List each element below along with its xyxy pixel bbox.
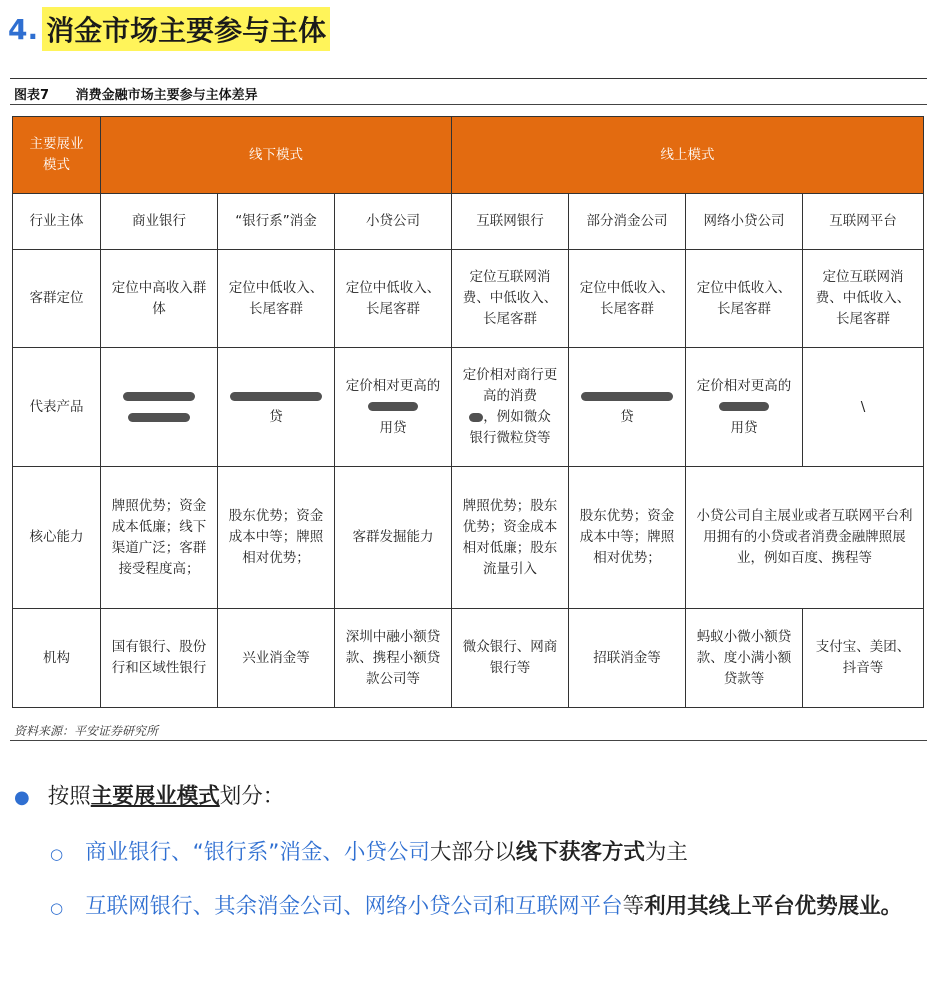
row-label: 代表产品 <box>13 348 101 467</box>
table-cell: 微众银行、网商银行等 <box>452 609 569 708</box>
cell-text: 贷 <box>620 409 634 425</box>
redaction-mark <box>230 392 322 401</box>
table-cell <box>335 348 452 467</box>
table-cell <box>452 348 569 467</box>
table-cell: “银行系”消金 <box>218 194 335 250</box>
table-cell: 牌照优势；资金成本低廉；线下渠道广泛；客群接受程度高； <box>101 467 218 609</box>
bullet-emphasis: 线下获客方式 <box>515 840 645 865</box>
section-heading <box>8 6 330 52</box>
figure-caption <box>14 84 258 103</box>
table-cell <box>686 348 803 467</box>
cell-text: 定价相对商行更高的消费 <box>462 367 558 404</box>
row-label: 机构 <box>13 609 101 708</box>
table-cell: 股东优势；资金成本中等；牌照相对优势； <box>569 467 686 609</box>
header-offline: 线下模式 <box>101 117 452 194</box>
bullet-sub-1 <box>50 836 688 871</box>
bullet-ring-icon: ○ <box>50 899 64 917</box>
table-cell: 定位中高收入群体 <box>101 250 218 348</box>
table-cell: 牌照优势；股东优势；资金成本相对低廉；股东流量引入 <box>452 467 569 609</box>
bullet-text: 大部分以 <box>429 840 516 865</box>
cell-text: 用贷 <box>730 419 758 436</box>
table-cell: 小贷公司 <box>335 194 452 250</box>
figure-title: 消费金融市场主要参与主体差异 <box>75 88 258 103</box>
table-cell: 定位中低收入、长尾客群 <box>335 250 452 348</box>
figure-source: 资料来源：平安证券研究所 <box>14 724 159 738</box>
table-cell: 国有银行、股份行和区域性银行 <box>101 609 218 708</box>
table-cell <box>569 348 686 467</box>
table-row <box>13 609 924 708</box>
table-cell: 招联消金等 <box>569 609 686 708</box>
table-cell: 定位中低收入、长尾客群 <box>218 250 335 348</box>
table-cell: 兴业消金等 <box>218 609 335 708</box>
redaction-mark <box>128 413 190 422</box>
table-row <box>13 194 924 250</box>
bullet-emphasis: 利用其线上平台优势展业。 <box>644 894 903 919</box>
cell-text: ，例如微众 <box>483 409 551 425</box>
header-online: 线上模式 <box>452 117 924 194</box>
figure-label: 图表7 <box>14 88 50 103</box>
bullet-ring-icon: ○ <box>50 845 64 863</box>
row-label: 客群定位 <box>13 250 101 348</box>
row-label: 行业主体 <box>13 194 101 250</box>
table-cell: 部分消金公司 <box>569 194 686 250</box>
table-cell: 蚂蚁小微小额贷款、度小满小额贷款等 <box>686 609 803 708</box>
redaction-mark <box>123 392 195 401</box>
cell-text: 银行微粒贷等 <box>469 430 551 446</box>
section-number: 4. <box>8 12 39 46</box>
bullet-text: 为主 <box>644 840 688 865</box>
cell-text: 用贷 <box>379 419 407 436</box>
bullet-main <box>14 780 284 815</box>
table-cell: 定位互联网消费、中低收入、长尾客群 <box>803 250 924 348</box>
redaction-mark <box>581 392 673 401</box>
table-cell: 网络小贷公司 <box>686 194 803 250</box>
table-row <box>13 250 924 348</box>
bullet-sub-2 <box>50 890 922 925</box>
table-cell <box>218 348 335 467</box>
bullet-dot-icon: ● <box>14 787 30 808</box>
table-cell: 小贷公司自主展业或者互联网平台利用拥有的小贷或者消费金融牌照展业，例如百度、携程等 <box>686 467 924 609</box>
table-cell: 股东优势；资金成本中等；牌照相对优势； <box>218 467 335 609</box>
table-header-row <box>13 117 924 194</box>
table-cell: 客群发掘能力 <box>335 467 452 609</box>
bullet-text: 按照 <box>47 784 91 809</box>
figure-bottom-rule <box>10 740 927 741</box>
table-cell: 定位中低收入、长尾客群 <box>569 250 686 348</box>
table-cell: 支付宝、美团、抖音等 <box>803 609 924 708</box>
table-cell-redacted <box>101 348 218 467</box>
bullet-text: 划分： <box>219 784 285 809</box>
cell-text: 定价相对更高的 <box>345 377 441 394</box>
header-corner: 主要展业模式 <box>13 117 101 194</box>
table-cell: 定位中低收入、长尾客群 <box>686 250 803 348</box>
bullet-highlight: 互联网银行、其余消金公司、网络小贷公司和互联网平台 <box>85 894 623 919</box>
redaction-mark <box>469 413 483 422</box>
table-row <box>13 348 924 467</box>
table-cell: \ <box>803 348 924 467</box>
redaction-mark <box>368 402 418 411</box>
redaction-mark <box>719 402 769 411</box>
bullet-text: 等 <box>622 894 645 919</box>
table-cell: 深圳中融小额贷款、携程小额贷款公司等 <box>335 609 452 708</box>
bullet-highlight: 商业银行、“银行系”消金、小贷公司 <box>85 840 430 865</box>
bullet-emphasis: 主要展业模式 <box>90 784 220 809</box>
table-cell: 互联网平台 <box>803 194 924 250</box>
section-title: 消金市场主要参与主体 <box>42 7 330 51</box>
row-label: 核心能力 <box>13 467 101 609</box>
cell-text: 贷 <box>269 409 283 425</box>
table-cell: 互联网银行 <box>452 194 569 250</box>
cell-text: 定价相对更高的 <box>696 377 792 394</box>
table-cell: 商业银行 <box>101 194 218 250</box>
table-cell: 定位互联网消费、中低收入、长尾客群 <box>452 250 569 348</box>
participants-table <box>12 116 924 708</box>
figure-top-rule <box>10 78 927 79</box>
table-row <box>13 467 924 609</box>
figure-caption-rule <box>10 104 927 105</box>
